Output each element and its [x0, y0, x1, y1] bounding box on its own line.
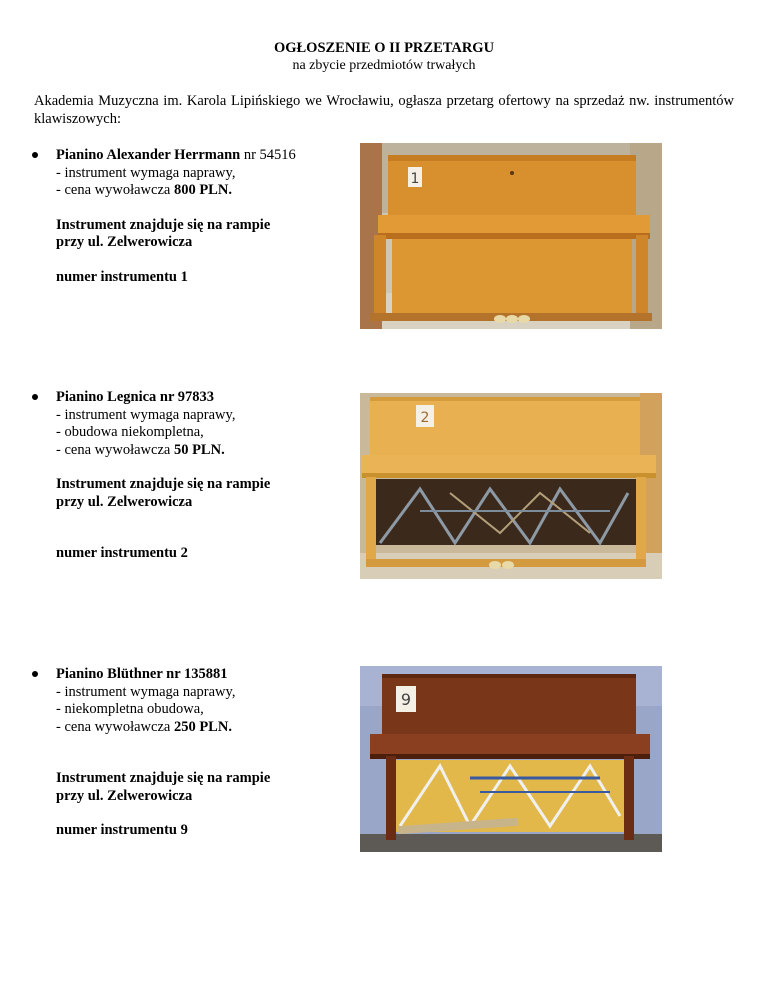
bullet-icon	[32, 671, 38, 677]
item-2-number: numer instrumentu 2	[56, 545, 188, 561]
item-3-number: numer instrumentu 9	[56, 822, 188, 838]
item-3-location-1: Instrument znajduje się na rampie	[56, 770, 271, 786]
page-title: OGŁOSZENIE O II PRZETARGU	[273, 40, 495, 56]
item-3-condition: - instrument wymaga naprawy,	[56, 683, 236, 700]
item-1-location-1: Instrument znajduje się na rampie	[56, 216, 271, 233]
item-3-heading: Pianino Blüthner nr 135881	[56, 666, 228, 682]
item-1-location-2: przy ul. Zelwerowicza	[56, 234, 193, 250]
piano-3-tag: 9	[400, 690, 412, 709]
item-2	[56, 389, 356, 563]
bullet-icon	[32, 394, 38, 400]
piano-2-tag: 2	[420, 410, 430, 426]
item-2-heading: Pianino Legnica nr 97833	[56, 389, 215, 405]
page-subtitle: na zbycie przedmiotów trwałych	[292, 58, 476, 73]
item-3-location-2: przy ul. Zelwerowicza	[56, 787, 193, 804]
item-1-heading: Pianino Alexander Herrmann nr 54516	[56, 147, 296, 163]
item-2-case: - obudowa niekompletna,	[56, 424, 204, 440]
piano-photo-3	[360, 666, 662, 852]
item-1-price: - cena wywoławcza 800 PLN.	[56, 182, 232, 198]
item-2-condition: - instrument wymaga naprawy,	[56, 406, 236, 423]
piano-photo-2	[360, 393, 662, 579]
item-3	[56, 666, 356, 840]
item-3-price: - cena wywoławcza 250 PLN.	[56, 718, 232, 735]
item-2-location-1: Instrument znajduje się na rampie	[56, 476, 271, 492]
piano-1-tag: 1	[410, 171, 420, 187]
intro-paragraph: Akademia Muzyczna im. Karola Lipińskiego we Wrocławiu, ogłasza przetarg ofertowy na sprzedaż nw. instrumentów klawiszowych:	[34, 93, 734, 127]
item-1-number: numer instrumentu 1	[56, 268, 188, 285]
bullet-icon	[32, 152, 38, 158]
piano-photo-1	[360, 143, 662, 329]
item-3-case: - niekompletna obudowa,	[56, 701, 204, 717]
item-2-price: - cena wywoławcza 50 PLN.	[56, 441, 225, 458]
item-2-location-2: przy ul. Zelwerowicza	[56, 493, 193, 510]
item-1-condition: - instrument wymaga naprawy,	[56, 164, 236, 181]
item-1	[56, 147, 356, 286]
